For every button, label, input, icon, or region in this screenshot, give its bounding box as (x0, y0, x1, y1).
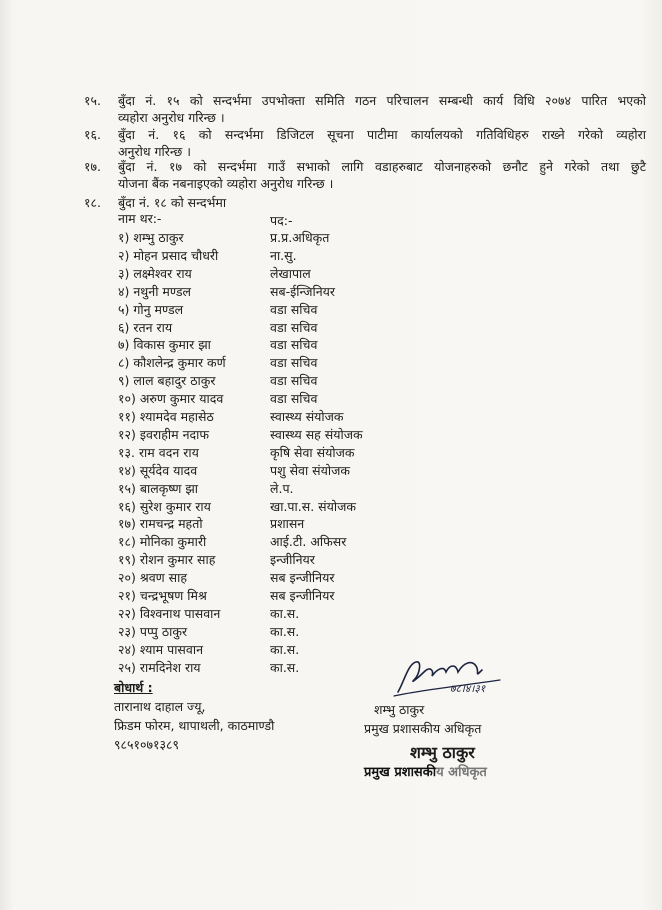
staff-row (118, 390, 418, 408)
staff-name: १८) मोनिका कुमारी (118, 534, 207, 550)
staff-post: खा.पा.स. संयोजक (270, 498, 356, 514)
staff-post: वडा सचिव (270, 319, 318, 335)
staff-name: ५) गोनु मण्डल (118, 301, 184, 317)
staff-name: १४) सूर्यदेव यादव (118, 462, 198, 478)
staff-post: का.स. (270, 641, 300, 657)
stamp-title-visible: प्रमुख प्रशासकी (364, 765, 437, 780)
bodharth-title: बोधार्थ : (114, 680, 153, 695)
staff-row (118, 265, 418, 283)
staff-name: २२) विश्वनाथ पासवान (118, 605, 221, 621)
staff-post: वडा सचिव (270, 301, 318, 317)
staff-row (118, 551, 418, 569)
stamp-title (364, 764, 487, 782)
name-column-header: नाम थर:- (118, 211, 162, 226)
staff-row (118, 515, 418, 533)
bodharth-address: फ्रिडम फोरम, थापाथली, काठमाण्डौ (114, 718, 275, 733)
signatory-title: प्रमुख प्रशासकीय अधिकृत (364, 721, 482, 736)
staff-post: वडा सचिव (270, 355, 318, 371)
staff-row (118, 283, 418, 301)
staff-row (118, 659, 418, 677)
item-text (118, 126, 646, 160)
item-number: १७. (84, 159, 101, 174)
staff-post: पशु सेवा संयोजक (270, 462, 350, 478)
staff-name: ४) नथुनी मण्डल (118, 283, 191, 299)
staff-post: का.स. (270, 605, 300, 621)
staff-post: प्र.प्र.अधिकृत (270, 230, 330, 245)
signatory-name: शम्भु ठाकुर (374, 702, 425, 717)
staff-post: स्वास्थ्य संयोजक (270, 409, 344, 424)
staff-post: सब-ईन्जिनियर (270, 283, 336, 299)
handwritten-signature (390, 652, 520, 700)
item-text (118, 92, 646, 126)
item-text-line1: बुँदा नं. १७ को सन्दर्भमा गाउँ सभाको लागि वडाहरुबाट योजनाहरुको छनौट हुने गरेको तथा छुटै (118, 159, 646, 174)
staff-row (118, 426, 418, 444)
item-text-line1: बुँदा नं. १६ को सन्दर्भमा डिजिटल सूचना पाटीमा कार्यालयको गतिविधिहरु राख्ने गरेको व्यहोरा (118, 127, 646, 142)
signatory-block (364, 700, 481, 738)
staff-post: इन्जीनियर (270, 552, 315, 568)
staff-row (118, 587, 418, 605)
item-text (118, 158, 646, 192)
item-text (118, 194, 646, 211)
staff-row (118, 247, 418, 265)
staff-row (118, 319, 418, 337)
bodharth-recipient: तारानाथ दाहाल ज्यू, (114, 699, 206, 714)
staff-name: १२) इवराहीम नदाफ (118, 426, 210, 442)
staff-name: २१) चन्द्रभूषण मिश्र (118, 588, 207, 603)
item-text-line1: बुँदा नं. १५ को सन्दर्भमा उपभोक्ता समिति गठन परिचालन सम्बन्धी कार्य विधि २०७४ पारित भएको (118, 93, 646, 108)
staff-name: १७) रामचन्द्र महतो (118, 516, 203, 532)
staff-post: सब इन्जीनियर (270, 570, 335, 586)
staff-post: वडा सचिव (270, 373, 318, 389)
staff-name: २) मोहन प्रसाद चौधरी (118, 247, 219, 263)
staff-name: १९) रोशन कुमार साह (118, 552, 216, 568)
staff-name: १६) सुरेश कुमार राय (118, 498, 211, 514)
staff-row (118, 229, 418, 247)
staff-post: स्वास्थ्य सह संयोजक (270, 426, 363, 442)
item-number: १५. (84, 93, 101, 108)
staff-name: १५) बालकृष्ण झा (118, 480, 199, 496)
staff-name: २४) श्याम पासवान (118, 641, 204, 657)
staff-row (118, 408, 418, 426)
staff-name: ८) कौशलेन्द्र कुमार कर्ण (118, 355, 226, 371)
staff-row (118, 569, 418, 587)
staff-post: का.स. (270, 623, 300, 639)
staff-row (118, 462, 418, 480)
staff-post: सब इन्जीनियर (270, 588, 335, 603)
staff-post: का.स. (270, 659, 300, 675)
staff-post: आई.टी. अफिसर (270, 534, 347, 550)
staff-name: १०) अरुण कुमार यादव (118, 391, 224, 407)
staff-post: प्रशासन (270, 516, 305, 532)
staff-row (118, 336, 418, 354)
staff-name: १३. राम वदन राय (118, 444, 199, 460)
staff-row (118, 498, 418, 516)
staff-post: ले.प. (270, 480, 294, 496)
staff-name: ६) रतन राय (118, 319, 173, 335)
staff-post: वडा सचिव (270, 337, 318, 353)
item-text-line2: अनुरोध गरिन्छ । (118, 144, 191, 159)
item-text-line2: व्यहोरा अनुरोध गरिन्छ । (118, 110, 225, 125)
bodharth-block (114, 678, 274, 754)
staff-post: लेखापाल (270, 265, 311, 281)
staff-row (118, 623, 418, 641)
item-text-line1: बुँदा नं. १८ को सन्दर्भमा (118, 195, 227, 210)
bodharth-phone: ९८५१०७१३८९ (114, 737, 180, 752)
staff-name: १) शम्भु ठाकुर (118, 230, 184, 245)
post-column-header: पद:- (270, 213, 293, 228)
staff-name: २३) पप्पु ठाकुर (118, 623, 188, 639)
staff-name: २०) श्रवण साह (118, 570, 187, 586)
staff-row (118, 354, 418, 372)
item-text-line2: योजना बैंक नबनाइएको व्यहोरा अनुरोध गरिन्छ । (118, 176, 334, 191)
staff-row (118, 480, 418, 498)
signature-date: ७८।४।३१ (450, 683, 486, 695)
stamp-title-faded: य अधिकृत (436, 765, 487, 780)
staff-post: वडा सचिव (270, 391, 318, 407)
stamp-name: शम्भु ठाकुर (410, 743, 475, 762)
staff-row (118, 641, 418, 659)
staff-name: ३) लक्ष्मेश्वर राय (118, 265, 192, 281)
staff-name: ९) लाल बहादुर ठाकुर (118, 373, 216, 389)
staff-row (118, 533, 418, 551)
staff-row (118, 444, 418, 462)
item-number: १८. (84, 195, 101, 210)
staff-row (118, 301, 418, 319)
staff-name: ११) श्यामदेव महासेठ (118, 409, 214, 424)
staff-name: २५) रामदिनेश राय (118, 659, 201, 675)
staff-row (118, 372, 418, 390)
staff-row (118, 605, 418, 623)
official-stamp (364, 742, 487, 782)
staff-name: ७) विकास कुमार झा (118, 337, 211, 353)
staff-post: कृषि सेवा संयोजक (270, 444, 355, 460)
item-number: १६. (84, 127, 101, 142)
staff-post: ना.सु. (270, 247, 297, 263)
